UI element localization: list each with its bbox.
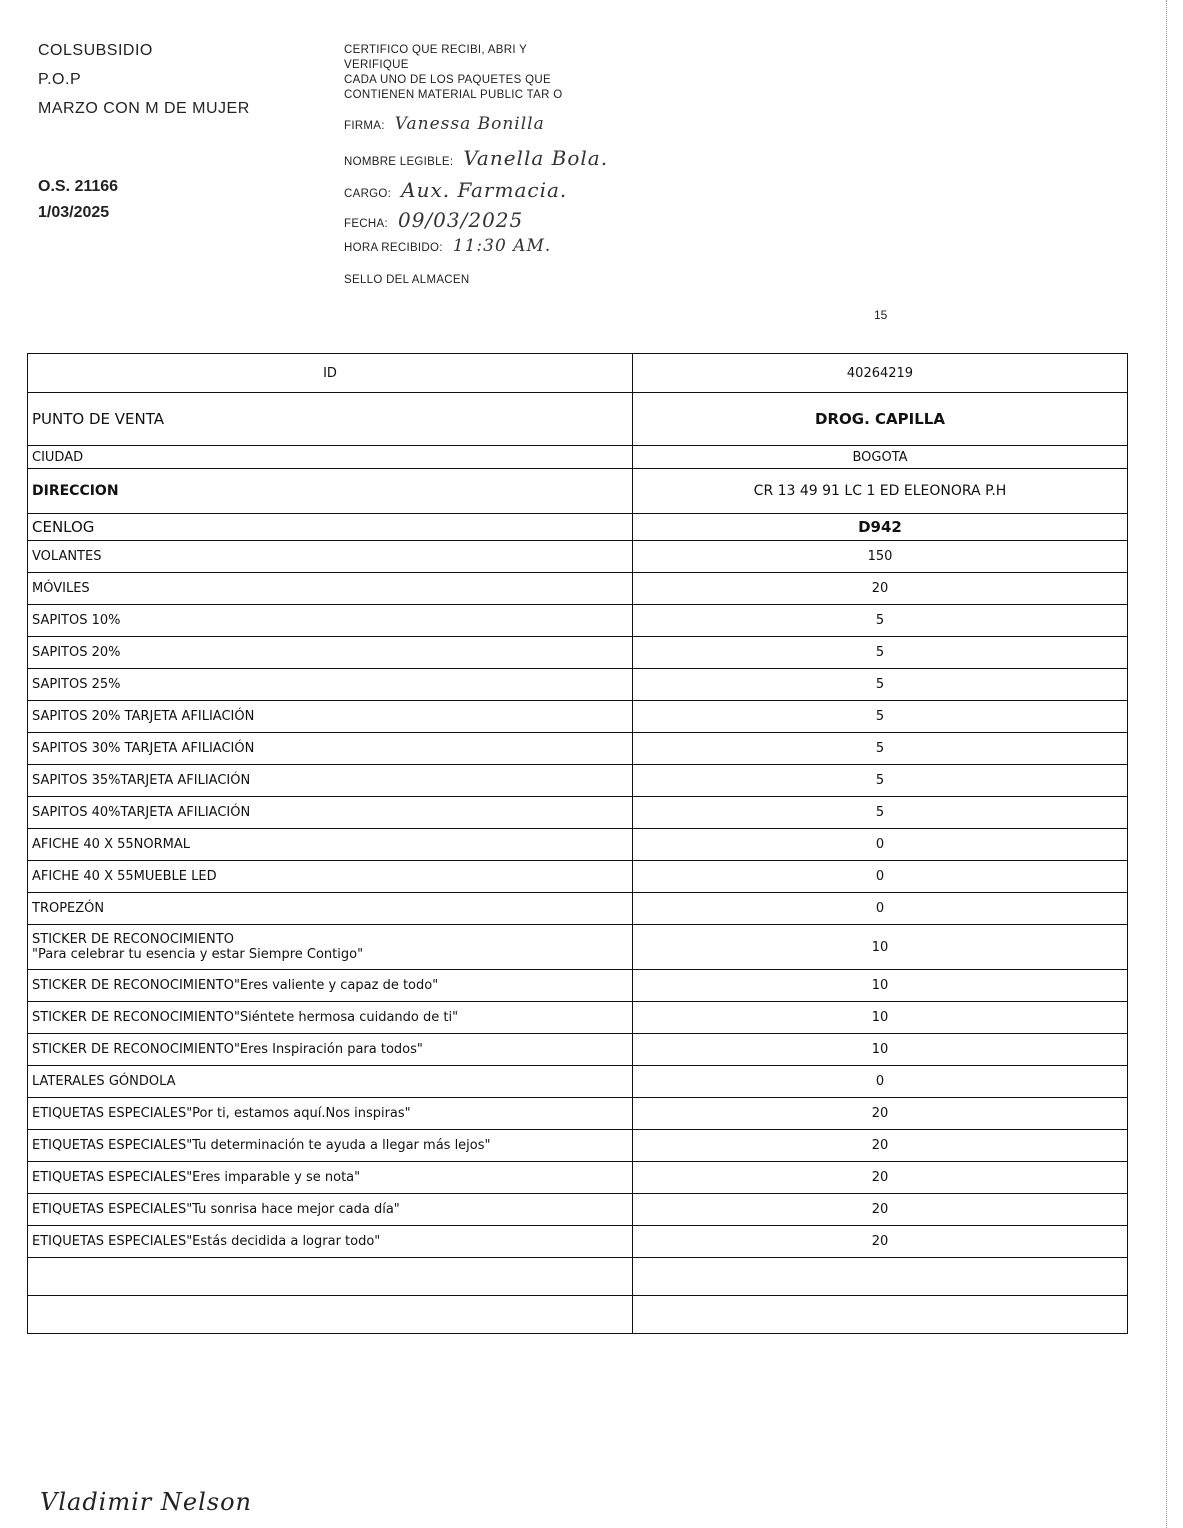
ciudad-label: CIUDAD xyxy=(28,446,633,469)
item-label-text: TROPEZÓN xyxy=(32,901,105,916)
table-row-id xyxy=(28,354,1128,393)
item-quantity: 5 xyxy=(633,669,1128,701)
item-label xyxy=(28,669,633,701)
item-quantity: 20 xyxy=(633,573,1128,605)
item-label-subtext: "Para celebrar tu esencia y estar Siempre Contigo" xyxy=(32,947,364,962)
item-label-text: ETIQUETAS ESPECIALES"Eres imparable y se nota" xyxy=(32,1170,361,1185)
firma-field xyxy=(344,114,545,134)
sello-label: SELLO DEL ALMACEN xyxy=(344,274,470,286)
empty-cell xyxy=(633,1296,1128,1334)
table-row xyxy=(28,1098,1128,1130)
pop-label: P.O.P xyxy=(38,71,82,88)
order-date: 1/03/2025 xyxy=(38,204,110,221)
table-row xyxy=(28,861,1128,893)
item-quantity: 0 xyxy=(633,1066,1128,1098)
table-row xyxy=(28,1034,1128,1066)
table-row xyxy=(28,1162,1128,1194)
item-quantity: 20 xyxy=(633,1130,1128,1162)
table-row-ciudad xyxy=(28,446,1128,469)
table-row-punto-venta xyxy=(28,393,1128,446)
table-row xyxy=(28,605,1128,637)
cargo-label: CARGO: xyxy=(344,188,392,200)
item-label-text: ETIQUETAS ESPECIALES"Tu determinación te ayuda a llegar más lejos" xyxy=(32,1138,491,1153)
empty-cell xyxy=(28,1296,633,1334)
item-label xyxy=(28,970,633,1002)
cenlog-label: CENLOG xyxy=(28,514,633,541)
cert-line: CERTIFICO QUE RECIBI, ABRI Y xyxy=(344,44,528,56)
cert-line: VERIFIQUE xyxy=(344,59,409,71)
item-label xyxy=(28,861,633,893)
fecha-value: 09/03/2025 xyxy=(397,208,524,232)
item-label xyxy=(28,925,633,970)
material-table xyxy=(27,353,1128,1334)
hora-label: HORA RECIBIDO: xyxy=(344,242,443,254)
item-quantity: 5 xyxy=(633,637,1128,669)
table-row xyxy=(28,637,1128,669)
nombre-value: Vanella Bola. xyxy=(463,146,609,170)
item-label xyxy=(28,893,633,925)
item-quantity: 20 xyxy=(633,1194,1128,1226)
id-value: 40264219 xyxy=(633,354,1128,393)
campaign-name: MARZO CON M DE MUJER xyxy=(38,100,250,117)
item-quantity: 20 xyxy=(633,1226,1128,1258)
item-quantity: 5 xyxy=(633,733,1128,765)
header-block xyxy=(38,42,250,129)
table-row xyxy=(28,925,1128,970)
item-label xyxy=(28,1194,633,1226)
item-label-text: SAPITOS 35%TARJETA AFILIACIÓN xyxy=(32,773,251,788)
empty-row xyxy=(28,1258,1128,1296)
table-row xyxy=(28,1002,1128,1034)
direccion-label: DIRECCION xyxy=(28,469,633,514)
item-quantity: 5 xyxy=(633,605,1128,637)
item-label-text: ETIQUETAS ESPECIALES"Tu sonrisa hace mejor cada día" xyxy=(32,1202,400,1217)
item-label xyxy=(28,573,633,605)
punto-venta-label: PUNTO DE VENTA xyxy=(28,393,633,446)
item-label-text: STICKER DE RECONOCIMIENTO xyxy=(32,932,234,947)
item-label-text: SAPITOS 40%TARJETA AFILIACIÓN xyxy=(32,805,251,820)
fecha-field xyxy=(344,208,523,232)
empty-cell xyxy=(633,1258,1128,1296)
item-label xyxy=(28,765,633,797)
empty-row xyxy=(28,1296,1128,1334)
table-row xyxy=(28,733,1128,765)
page-number: 15 xyxy=(874,308,888,322)
firma-signature: Vanessa Bonilla xyxy=(394,114,545,134)
table-row-direccion xyxy=(28,469,1128,514)
item-quantity: 0 xyxy=(633,829,1128,861)
nombre-field xyxy=(344,146,608,170)
item-label-text: SAPITOS 25% xyxy=(32,677,121,692)
certification-text xyxy=(344,43,562,103)
item-quantity: 5 xyxy=(633,797,1128,829)
hora-value: 11:30 AM. xyxy=(452,236,552,256)
item-label xyxy=(28,1130,633,1162)
item-label xyxy=(28,637,633,669)
item-label xyxy=(28,541,633,573)
item-quantity: 0 xyxy=(633,893,1128,925)
item-label xyxy=(28,829,633,861)
item-label-text: STICKER DE RECONOCIMIENTO"Eres Inspiración para todos" xyxy=(32,1042,423,1057)
item-quantity: 10 xyxy=(633,970,1128,1002)
table-row xyxy=(28,893,1128,925)
cenlog-value: D942 xyxy=(633,514,1128,541)
table-row xyxy=(28,1194,1128,1226)
item-label xyxy=(28,1034,633,1066)
item-label-text: ETIQUETAS ESPECIALES"Estás decidida a lograr todo" xyxy=(32,1234,381,1249)
item-label xyxy=(28,1066,633,1098)
table-row xyxy=(28,573,1128,605)
item-label-text: ETIQUETAS ESPECIALES"Por ti, estamos aquí.Nos inspiras" xyxy=(32,1106,411,1121)
firma-label: FIRMA: xyxy=(344,120,385,132)
item-label xyxy=(28,797,633,829)
item-label-text: MÓVILES xyxy=(32,581,90,596)
fecha-label: FECHA: xyxy=(344,218,388,230)
table-row xyxy=(28,1130,1128,1162)
item-label-text: STICKER DE RECONOCIMIENTO"Eres valiente y capaz de todo" xyxy=(32,978,439,993)
item-quantity: 10 xyxy=(633,925,1128,970)
item-label xyxy=(28,1226,633,1258)
punto-venta-value: DROG. CAPILLA xyxy=(633,393,1128,446)
item-label-text: LATERALES GÓNDOLA xyxy=(32,1074,176,1089)
table-row xyxy=(28,541,1128,573)
hora-field xyxy=(344,236,551,256)
item-label-text: VOLANTES xyxy=(32,549,102,564)
item-label-text: AFICHE 40 X 55NORMAL xyxy=(32,837,190,852)
item-quantity: 5 xyxy=(633,701,1128,733)
item-quantity: 10 xyxy=(633,1034,1128,1066)
item-label xyxy=(28,1002,633,1034)
table-row xyxy=(28,829,1128,861)
empty-cell xyxy=(28,1258,633,1296)
table-row xyxy=(28,701,1128,733)
table-row xyxy=(28,1066,1128,1098)
order-block xyxy=(38,178,118,230)
item-quantity: 0 xyxy=(633,861,1128,893)
id-label: ID xyxy=(28,354,633,393)
item-label xyxy=(28,605,633,637)
order-number: O.S. 21166 xyxy=(38,178,119,195)
item-label xyxy=(28,1162,633,1194)
item-label-text: SAPITOS 10% xyxy=(32,613,121,628)
table-row xyxy=(28,669,1128,701)
item-label-text: AFICHE 40 X 55MUEBLE LED xyxy=(32,869,217,884)
scan-edge-divider xyxy=(1166,0,1167,1528)
item-label xyxy=(28,733,633,765)
company-name: COLSUBSIDIO xyxy=(38,42,153,59)
item-quantity: 5 xyxy=(633,765,1128,797)
cargo-field xyxy=(344,178,567,202)
item-quantity: 20 xyxy=(633,1162,1128,1194)
bottom-signature: Vladimir Nelson xyxy=(40,1488,252,1516)
nombre-label: NOMBRE LEGIBLE: xyxy=(344,156,454,168)
item-label-text: SAPITOS 20% TARJETA AFILIACIÓN xyxy=(32,709,255,724)
table-row xyxy=(28,970,1128,1002)
item-quantity: 10 xyxy=(633,1002,1128,1034)
ciudad-value: BOGOTA xyxy=(633,446,1128,469)
table-row xyxy=(28,765,1128,797)
direccion-value: CR 13 49 91 LC 1 ED ELEONORA P.H xyxy=(633,469,1128,514)
table-row-cenlog xyxy=(28,514,1128,541)
item-label-text: STICKER DE RECONOCIMIENTO"Siéntete hermosa cuidando de ti" xyxy=(32,1010,459,1025)
cert-line: CADA UNO DE LOS PAQUETES QUE xyxy=(344,74,551,86)
cargo-value: Aux. Farmacia. xyxy=(401,178,568,202)
item-label-text: SAPITOS 30% TARJETA AFILIACIÓN xyxy=(32,741,255,756)
cert-line: CONTIENEN MATERIAL PUBLIC TAR O xyxy=(344,89,563,101)
item-label xyxy=(28,1098,633,1130)
item-label-text: SAPITOS 20% xyxy=(32,645,121,660)
item-quantity: 20 xyxy=(633,1098,1128,1130)
item-label xyxy=(28,701,633,733)
table-row xyxy=(28,1226,1128,1258)
table-row xyxy=(28,797,1128,829)
item-quantity: 150 xyxy=(633,541,1128,573)
